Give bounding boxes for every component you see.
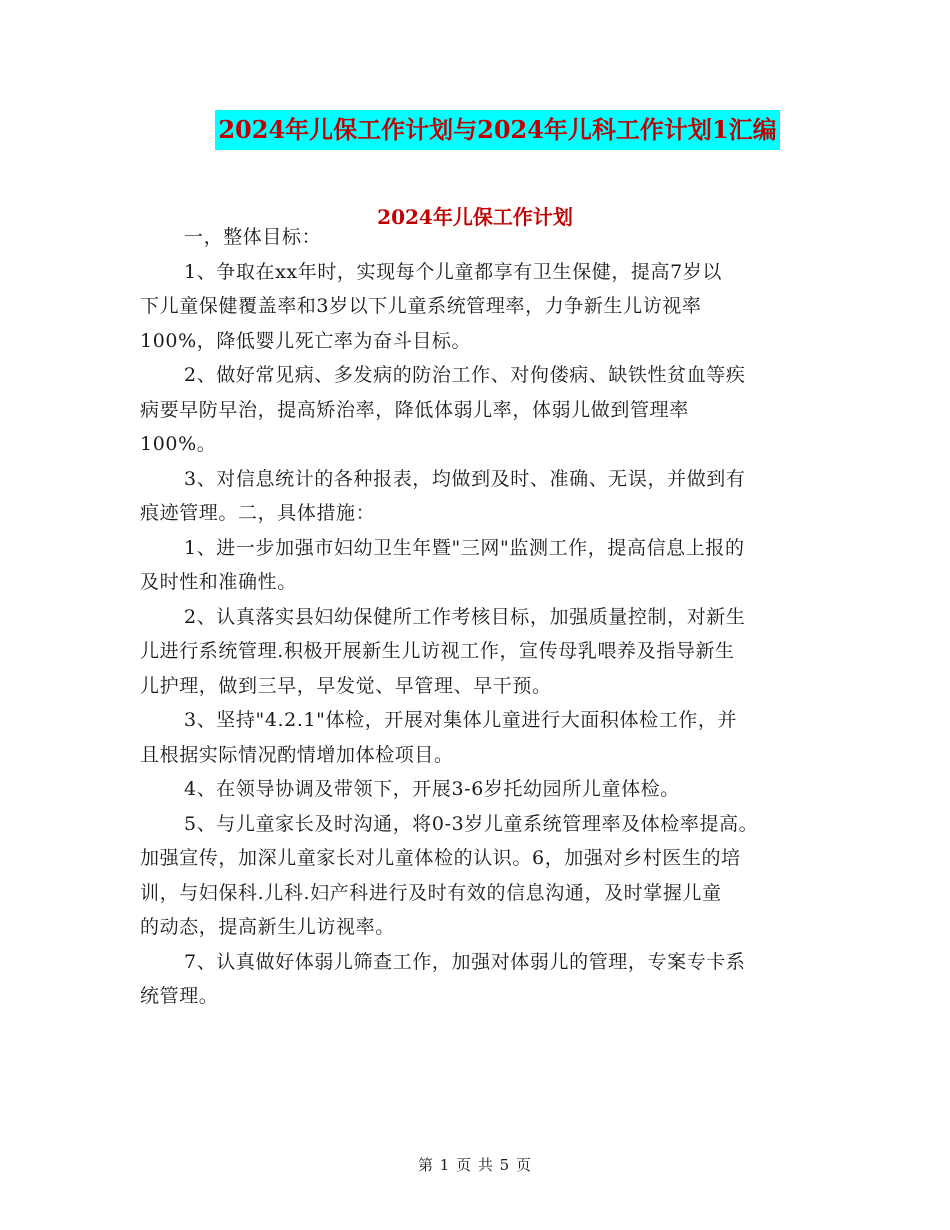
body-line: 加强宣传，加深儿童家长对儿童体检的认识。6，加强对乡村医生的培 [140, 847, 741, 869]
body-line: 的动态，提高新生儿访视率。 [140, 916, 395, 938]
body-line: 及时性和准确性。 [140, 571, 297, 593]
body-line: 3、对信息统计的各种报表，均做到及时、准确、无误，并做到有 [184, 467, 746, 490]
body-line: 100%。 [140, 433, 217, 455]
body-line: 2、做好常见病、多发病的防治工作、对佝偻病、缺铁性贫血等疾 [184, 364, 746, 386]
body-line: 儿护理，做到三早，早发觉、早管理、早干预。 [140, 674, 552, 697]
body-line: 7、认真做好体弱儿筛查工作，加强对体弱儿的管理，专案专卡系 [184, 950, 746, 973]
body-line: 1、进一步加强市妇幼卫生年暨"三网"监测工作，提高信息上报的 [184, 536, 745, 559]
body-line: 痕迹管理。二，具体措施： [140, 502, 376, 524]
body-line: 4、在领导协调及带领下，开展3-6岁托幼园所儿童体检。 [184, 778, 680, 800]
document-body [140, 220, 820, 1014]
body-line: 训，与妇保科.儿科.妇产科进行及时有效的信息沟通，及时掌握儿童 [140, 881, 722, 904]
body-line: 1、争取在xx年时，实现每个儿童都享有卫生保健，提高7岁以 [184, 260, 723, 283]
main-title: 2024年儿保工作计划与2024年儿科工作计划1汇编 [215, 110, 779, 150]
page-footer: 第 1 页 共 5 页 [418, 1156, 532, 1174]
body-line: 100%，降低婴儿死亡率为奋斗目标。 [140, 329, 472, 352]
body-line: 儿进行系统管理.积极开展新生儿访视工作，宣传母乳喂养及指导新生 [140, 640, 735, 662]
body-line: 下儿童保健覆盖率和3岁以下儿童系统管理率，力争新生儿访视率 [140, 295, 702, 317]
body-line: 一，整体目标： [184, 226, 322, 248]
body-line: 2、认真落实县妇幼保健所工作考核目标，加强质量控制，对新生 [184, 605, 746, 628]
sub-title: 2024年儿保工作计划 [377, 205, 573, 229]
body-line: 3、坚持"4.2.1"体检，开展对集体儿童进行大面积体检工作，并 [184, 709, 738, 731]
body-line: 且根据实际情况酌情增加体检项目。 [140, 743, 454, 766]
main-title-wrap [0, 110, 950, 150]
body-line: 5、与儿童家长及时沟通，将0-3岁儿童系统管理率及体检率提高。 [184, 812, 759, 835]
body-line: 病要早防早治，提高矫治率，降低体弱儿率，体弱儿做到管理率 [140, 398, 689, 421]
body-line: 统管理。 [140, 985, 219, 1007]
